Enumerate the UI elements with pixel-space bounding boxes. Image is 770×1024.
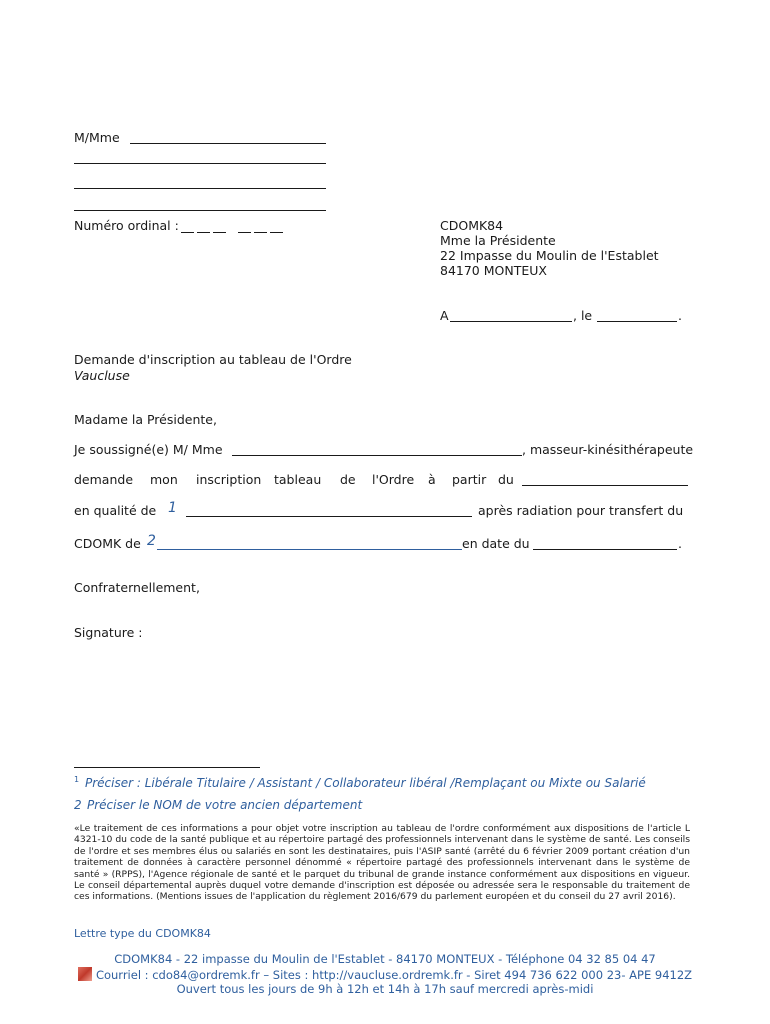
ordinal-digit-4[interactable]: [238, 232, 251, 233]
ordinal-digit-6[interactable]: [270, 232, 283, 233]
paragraph-1-suffix: , masseur-kinésithérapeute: [522, 442, 694, 457]
status-field[interactable]: [186, 516, 472, 517]
start-date-field[interactable]: [522, 485, 688, 486]
transfer-date-field[interactable]: [533, 549, 677, 550]
sender-address-field-3[interactable]: [74, 210, 326, 211]
paragraph-4-prefix: CDOMK de: [74, 536, 141, 551]
footnote-2-mark: 2: [74, 798, 82, 812]
footer-contact: [0, 967, 770, 982]
recipient-line-2: Mme la Présidente: [440, 233, 556, 248]
paragraph-1-prefix: Je soussigné(e) M/ Mme: [74, 442, 223, 457]
ordinal-label: Numéro ordinal :: [74, 218, 179, 233]
footer-contact-text: Courriel : cdo84@ordremk.fr – Sites : http://vaucluse.ordremk.fr - Siret 494 736 622 000 23- APE 9412Z: [95, 968, 693, 982]
paragraph-2-word: partir: [452, 472, 487, 487]
footnote-ref-2: 2: [147, 533, 156, 549]
paragraph-4-middle: en date du: [462, 536, 530, 551]
sender-name-label: M/Mme: [74, 130, 120, 145]
subject-line-1: Demande d'inscription au tableau de l'Ordre: [74, 352, 352, 367]
declarant-name-field[interactable]: [232, 455, 522, 456]
footnote-1-text: Préciser : Libérale Titulaire / Assistant / Collaborateur libéral /Remplaçant ou Mixte ou Salarié: [85, 776, 646, 790]
footnote-separator: [74, 767, 260, 768]
footnote-ref-1: 1: [168, 500, 177, 516]
place-field[interactable]: [450, 321, 572, 322]
paragraph-2-word: tableau: [274, 472, 322, 487]
ordinal-digit-3[interactable]: [213, 232, 226, 233]
signature-area[interactable]: [74, 645, 374, 745]
subject-line-2: Vaucluse: [74, 368, 130, 383]
closing: Confraternellement,: [74, 580, 200, 595]
paragraph-3-suffix: après radiation pour transfert du: [478, 503, 684, 518]
sender-name-field[interactable]: [130, 143, 326, 144]
paragraph-2-word: inscription: [196, 472, 262, 487]
ordinal-digit-1[interactable]: [181, 232, 194, 233]
ordinal-digit-2[interactable]: [197, 232, 210, 233]
paragraph-2-word: du: [498, 472, 514, 487]
footnote-2-text: Préciser le NOM de votre ancien département: [87, 798, 363, 812]
salutation: Madame la Présidente,: [74, 412, 217, 427]
former-department-field[interactable]: [157, 549, 462, 550]
ordre-logo-icon: [78, 967, 92, 981]
paragraph-2-word: de: [340, 472, 356, 487]
recipient-line-4: 84170 MONTEUX: [440, 263, 547, 278]
footer-hours: Ouvert tous les jours de 9h à 12h et 14h à 17h sauf mercredi après-midi: [176, 982, 594, 996]
place-prefix: A: [440, 308, 449, 323]
recipient-line-3: 22 Impasse du Moulin de l'Establet: [440, 248, 659, 263]
signature-label: Signature :: [74, 625, 143, 640]
paragraph-4-suffix: .: [678, 536, 682, 551]
footnote-1-mark: 1: [74, 775, 80, 784]
ordinal-digit-5[interactable]: [254, 232, 267, 233]
paragraph-2-word: demande: [74, 472, 134, 487]
letter-type-label: Lettre type du CDOMK84: [74, 927, 211, 940]
paragraph-2-word: à: [428, 472, 436, 487]
date-field[interactable]: [597, 321, 677, 322]
date-label: , le: [573, 308, 593, 323]
date-suffix: .: [678, 308, 682, 323]
paragraph-2-word: mon: [150, 472, 178, 487]
recipient-line-1: CDOMK84: [440, 218, 504, 233]
sender-address-field-2[interactable]: [74, 188, 326, 189]
footer-address: CDOMK84 - 22 impasse du Moulin de l'Establet - 84170 MONTEUX - Téléphone 04 32 85 04 47: [114, 952, 656, 966]
sender-address-field-1[interactable]: [74, 163, 326, 164]
paragraph-2-word: l'Ordre: [372, 472, 415, 487]
legal-mention: «Le traitement de ces informations a pour objet votre inscription au tableau de l'ordre conformément aux dispositions de l'article L 4321-10 du code de la santé publique et au répertoire partagé des professionnels intervenant dans le système de santé. Les conseils de l'ordre et ses membres élus ou salariés en sont les destinataires, puis l'ASIP santé (arrêté du 6 février 2009 portant création d'un traitement de données à caractère personnel dénommé « répertoire partagé des professionnels intervenant dans le système de santé » (RPPS), l'Agence régionale de santé et le parquet du tribunal de grande instance conformément aux dispositions en vigueur. Le conseil départemental auprès duquel votre demande d'inscription est déposée ou adressée sera le responsable du traitement de ces informations. (Mentions issues de l'application du règlement 2016/679 du parlement européen et du conseil du 27 avril 2016).: [74, 823, 690, 903]
paragraph-3-prefix: en qualité de: [74, 503, 157, 518]
